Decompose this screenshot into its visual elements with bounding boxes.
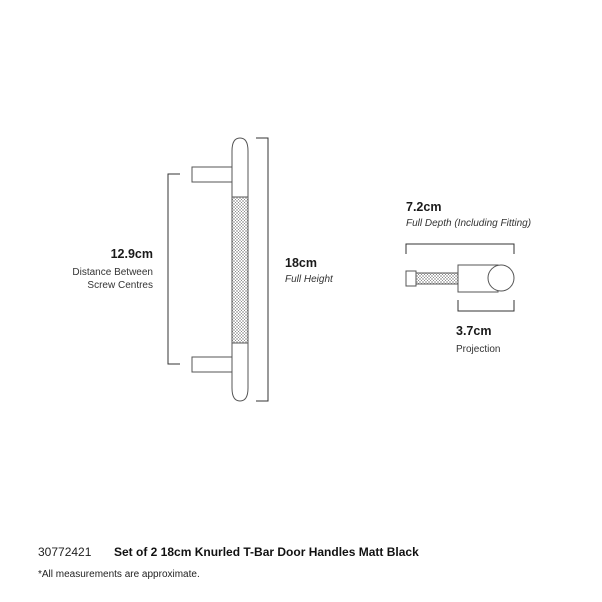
screw-centres-caption-2: Screw Centres	[87, 280, 153, 291]
full-depth-caption: Full Depth (Including Fitting)	[406, 218, 532, 229]
handle-side-view	[406, 265, 514, 292]
projection-caption: Projection	[456, 344, 501, 355]
full-height-value: 18cm	[285, 256, 317, 270]
projection-value: 3.7cm	[456, 324, 492, 338]
full-depth-value: 7.2cm	[406, 200, 442, 214]
product-code: 30772421	[38, 545, 92, 559]
screw-head	[406, 271, 416, 286]
screw-thread	[416, 273, 458, 284]
full-depth-bracket	[406, 244, 514, 254]
bar-end	[488, 265, 514, 291]
upper-post	[192, 167, 232, 182]
screw-centres-caption-1: Distance Between	[72, 267, 153, 278]
handle-front-view	[192, 138, 248, 401]
projection-bracket	[458, 300, 514, 311]
product-title: Set of 2 18cm Knurled T-Bar Door Handles Matt Black	[114, 545, 419, 559]
knurled-section	[232, 197, 248, 343]
full-height-bracket	[256, 138, 268, 401]
full-height-caption: Full Height	[285, 274, 333, 285]
screw-centres-value: 12.9cm	[110, 247, 153, 261]
measurement-note: *All measurements are approximate.	[38, 569, 200, 580]
screw-centres-bracket	[168, 174, 180, 364]
lower-post	[192, 357, 232, 372]
